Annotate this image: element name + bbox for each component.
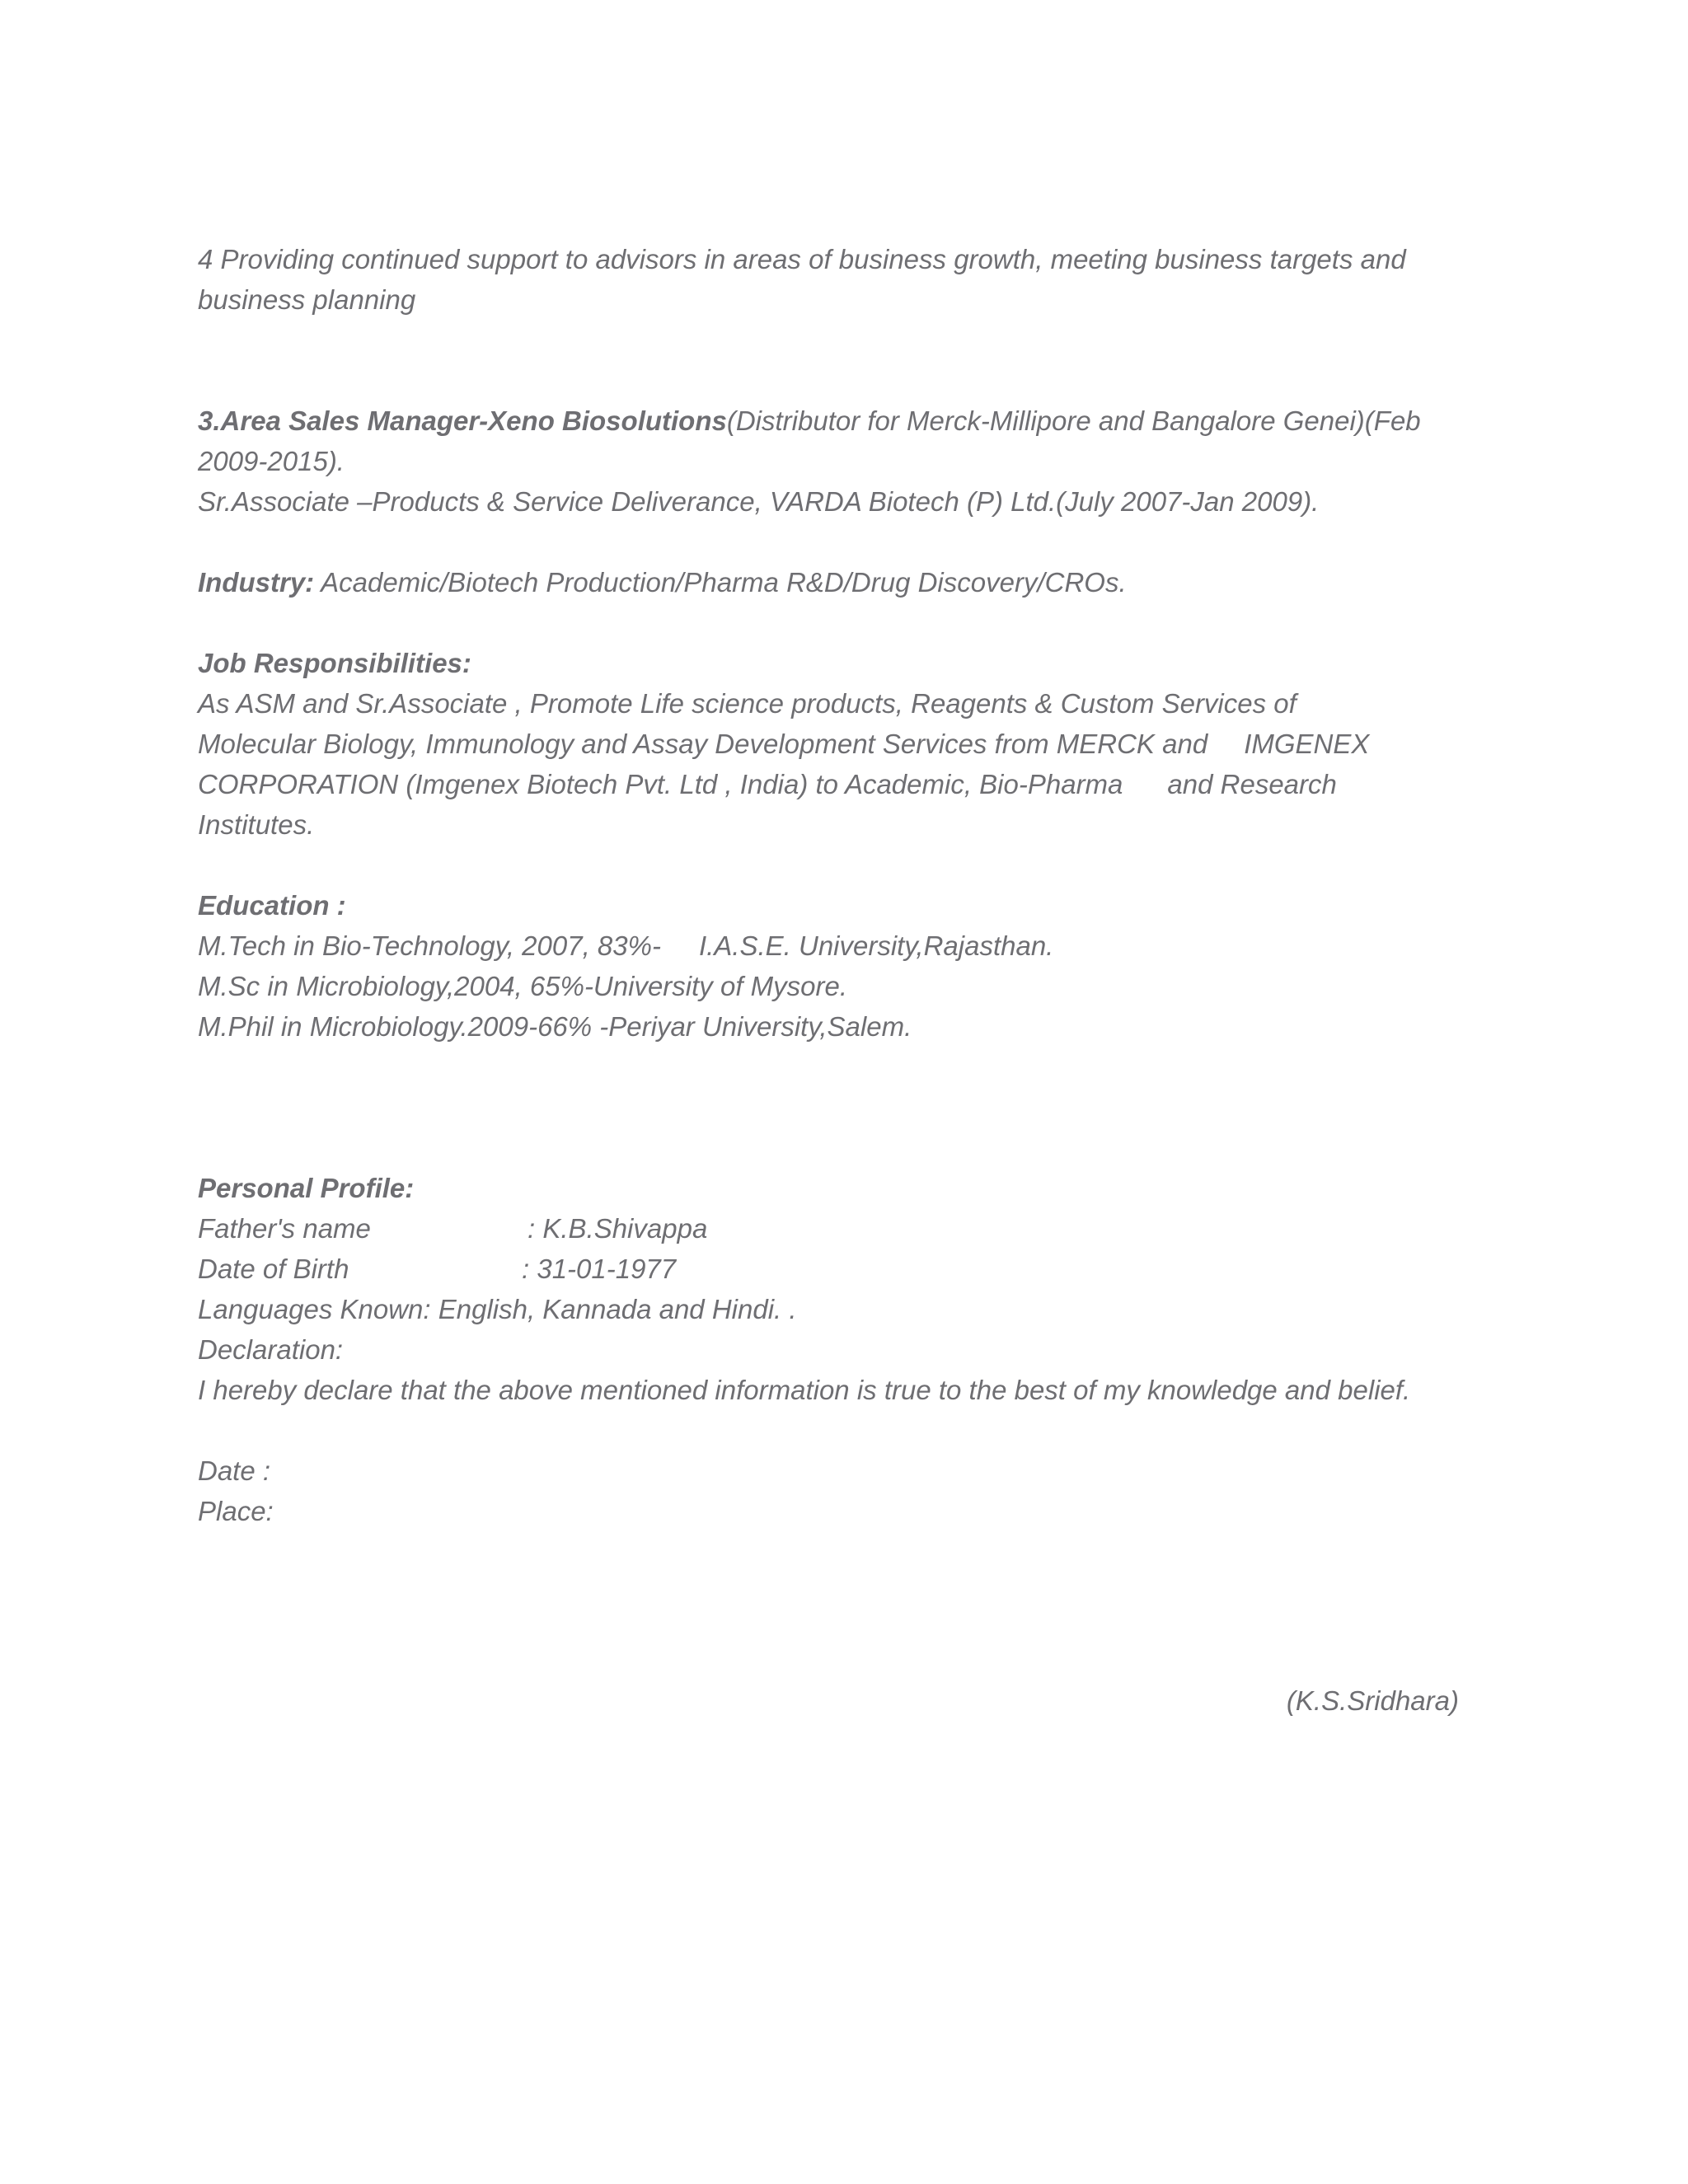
experience-role-2: Sr.Associate –Products & Service Deliverance, VARDA Biotech (P) Ltd.(July 2007-Jan 2009). bbox=[198, 486, 1320, 517]
date-of-birth-label: Date of Birth bbox=[198, 1254, 349, 1284]
personal-profile-heading: Personal Profile: bbox=[198, 1173, 415, 1203]
declaration-label: Declaration: bbox=[198, 1334, 344, 1365]
industry-line bbox=[198, 562, 1492, 602]
father-name-row bbox=[198, 1208, 1492, 1249]
experience-title: 3.Area Sales Manager-Xeno Biosolutions bbox=[198, 405, 727, 436]
job-responsibilities-line-2 bbox=[198, 724, 1492, 764]
father-name-value: : K.B.Shivappa bbox=[528, 1213, 708, 1244]
education-heading: Education : bbox=[198, 890, 346, 921]
experience-entry bbox=[198, 401, 1492, 481]
job-line-3-part-b: and Research bbox=[1167, 769, 1337, 799]
father-name-label: Father's name bbox=[198, 1213, 371, 1244]
experience-details: (Distributor for Merck-Millipore and Bangalore Genei)(Feb 2009-2015). bbox=[198, 405, 1421, 476]
education-item-3: M.Phil in Microbiology.2009-66% -Periyar University,Salem. bbox=[198, 1011, 912, 1042]
job-line-3-part-a: CORPORATION (Imgenex Biotech Pvt. Ltd , India) to Academic, Bio-Pharma bbox=[198, 769, 1123, 799]
job-line-2-part-b: IMGENEX bbox=[1244, 729, 1370, 759]
job-responsibilities-heading: Job Responsibilities: bbox=[198, 648, 471, 678]
date-of-birth-row bbox=[198, 1249, 1492, 1289]
job-responsibilities-line-4: Institutes. bbox=[198, 809, 315, 840]
education-item-1-university: I.A.S.E. University,Rajasthan. bbox=[698, 930, 1054, 961]
duty-item-4: 4 Providing continued support to advisors in areas of business growth, meeting business targets and business planning bbox=[198, 244, 1406, 315]
education-item-1-degree: M.Tech in Bio-Technology, 2007, 83%- bbox=[198, 930, 661, 961]
job-responsibilities-line-1: As ASM and Sr.Associate , Promote Life science products, Reagents & Custom Services of bbox=[198, 688, 1296, 719]
signature-name: (K.S.Sridhara) bbox=[1286, 1685, 1459, 1716]
date-label: Date : bbox=[198, 1455, 271, 1486]
education-item-1 bbox=[198, 926, 1492, 966]
job-responsibilities-line-3 bbox=[198, 764, 1492, 804]
declaration-text: I hereby declare that the above mentioned information is true to the best of my knowledge and belief. bbox=[198, 1375, 1411, 1405]
education-item-2: M.Sc in Microbiology,2004, 65%-University of Mysore. bbox=[198, 971, 848, 1001]
industry-value: Academic/Biotech Production/Pharma R&D/Drug Discovery/CROs. bbox=[314, 567, 1127, 598]
industry-label: Industry: bbox=[198, 567, 315, 598]
resume-body bbox=[198, 239, 1492, 1531]
languages-known: Languages Known: English, Kannada and Hindi. . bbox=[198, 1294, 797, 1324]
date-of-birth-value: : 31-01-1977 bbox=[522, 1254, 677, 1284]
job-line-2-part-a: Molecular Biology, Immunology and Assay Development Services from MERCK and bbox=[198, 729, 1208, 759]
place-label: Place: bbox=[198, 1496, 274, 1526]
